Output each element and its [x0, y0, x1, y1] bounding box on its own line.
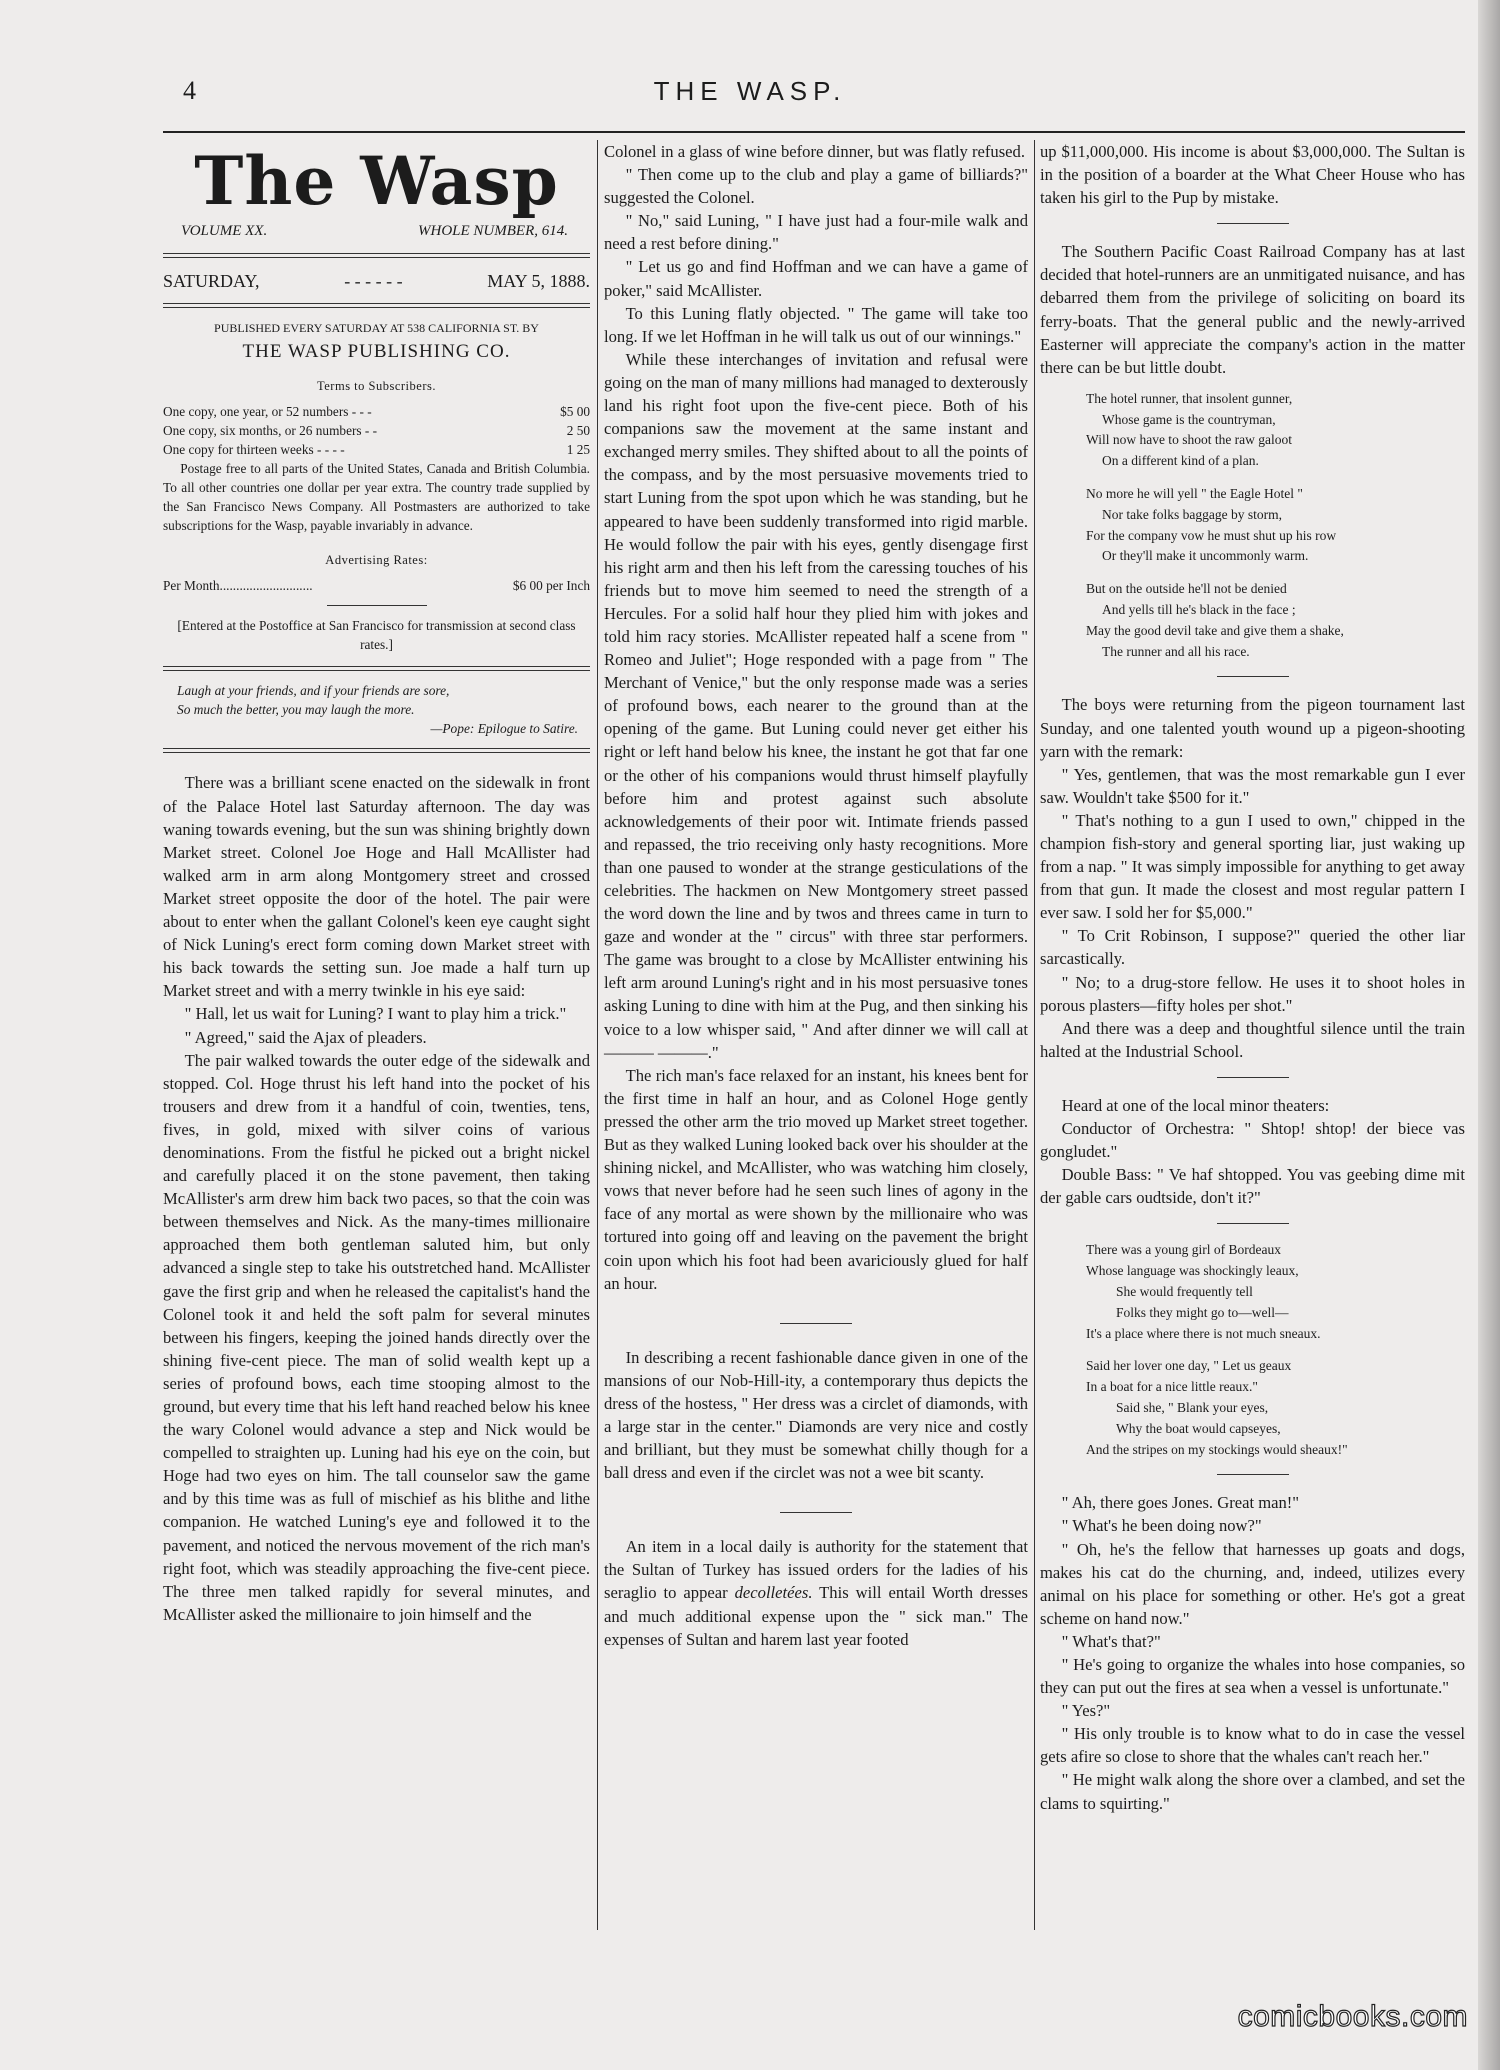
- article-paragraph: Double Bass: " Ve haf shtopped. You vas geebing dime mit der gable cars oudtside, don't it?": [1040, 1165, 1465, 1208]
- article-paragraph: The pair walked towards the outer edge of the sidewalk and stopped. Col. Hoge thrust his left hand into the pocket of his trousers and drew from it a handful of coin, twenties, tens, fives, in gold, mixed with silver coins of various denominations. From the fistful he picked out a bright nickel and carefully placed it on the stone pavement, then taking McAllister's arm drew him back two paces, so that the coin was between themselves and Nick. As the many-times millionaire approached them both gentleman saluted him, but only advanced a single step to take his outstretched hand. McAllister gave the first grip and when he released the capitalist's hand the Colonel took it and held the soft palm for several minutes between his fingers, keeping the joined hands directly over the shining five-cent piece. The man of solid wealth kept up a series of profound bows, each time stooping almost to the ground, but every time that his left hand reached below his knee the wary Colonel would advance a step and Nick would be compelled to straighten up. Luning had his eye on the coin, but Hoge had two eyes on him. The tall counselor saw the game and by this time was as full of mischief as his blithe and lithe companion. He watched Luning's eye and followed it to the pavement, and noticed the nervous movement of the rich man's right foot, which was steadily approaching the five-cent piece. The three men talked rapidly for several minutes, and McAllister asked the millionaire to join himself and the: [163, 1050, 590, 1624]
- poem-stanza: [1086, 389, 1465, 472]
- poem-bordeaux: [1086, 1240, 1465, 1460]
- postage-notice: Postage free to all parts of the United States, Canada and British Columbia. To all other countries one dollar per year extra. The country trade supplied by the San Francisco News Company. All Postmasters are authorized to take subscriptions for the Wasp, payable invariably in advance.: [163, 461, 590, 534]
- article-paragraph: To this Luning flatly objected. " The game will take too long. If we let Hoffman in he will talk us out of our winnings.": [604, 303, 1028, 346]
- poem-line: The runner and all his race.: [1102, 643, 1250, 659]
- page-edge-shadow: [1478, 0, 1500, 2070]
- article-paragraph: The boys were returning from the pigeon tournament last Sunday, and one talented youth wound up a pigeon-shooting yarn with the remark:: [1040, 695, 1465, 761]
- terms-row: [163, 402, 590, 421]
- article-paragraph: " That's nothing to a gun I used to own," chipped in the champion fish-story and general sporting liar, just waking up from a nap. " It was simply impossible for anything to get away from that gun. It made the closest and most regular pattern I ever saw. I sold her for $5,000.": [1040, 810, 1465, 923]
- terms-label: One copy for thirteen weeks - - - -: [163, 442, 345, 458]
- article-paragraph: " Agreed," said the Ajax of pleaders.: [184, 1027, 427, 1047]
- terms-row: [163, 421, 590, 440]
- poem-stanza: [1086, 1356, 1465, 1460]
- volume-label: VOLUME XX.: [181, 223, 268, 239]
- article-paragraph: " What's he been doing now?": [1061, 1516, 1262, 1536]
- article-paragraph: " He's going to organize the whales into hose companies, so they can put out the fires at sea when a vessel is unfortunate.": [1040, 1655, 1465, 1698]
- terms-price: 2 50: [566, 423, 590, 439]
- section-rule: [1217, 1077, 1289, 1078]
- article-paragraph: Colonel in a glass of wine before dinner, but was flatly refused.: [604, 142, 1025, 161]
- article-paragraph: " Hall, let us wait for Luning? I want to play him a trick.": [184, 1004, 567, 1024]
- section-rule: [1217, 676, 1289, 677]
- section-rule: [1217, 1223, 1289, 1224]
- rule: [163, 253, 590, 258]
- column-1: [163, 140, 590, 1626]
- article-paragraph: The Southern Pacific Coast Railroad Company has at last decided that hotel-runners are an unmitigated nuisance, and has debarred them from the privilege of soliciting on board its ferry-boats. That the general public and the newly-arrived Easterner will appreciate the company's action in the matter there can be but little doubt.: [1040, 242, 1465, 377]
- article-paragraph: " Yes, gentlemen, that was the most remarkable gun I ever saw. Wouldn't take $500 for it.": [1040, 764, 1465, 807]
- terms-label: One copy, six months, or 26 numbers - -: [163, 423, 378, 439]
- article-paragraph: The rich man's face relaxed for an instant, his knees bent for the first time in half an hour, and as Colonel Hoge gently pressed the other arm the trio moved up Market street together. But as they walked Luning looked back over his shoulder at the shining nickel, and McAllister, who was watching him closely, vows that never before had he seen such lines of agony in the face of any mortal as were shown by the millionaire who was tortured into going off and leaving on the pavement the bright coin upon which his foot had been avariciously glued for half an hour.: [604, 1065, 1028, 1293]
- column-3: [1040, 140, 1465, 1815]
- page-number: 4: [183, 76, 196, 105]
- terms-price: 1 25: [566, 442, 590, 458]
- article-paragraph: There was a brilliant scene enacted on the sidewalk in front of the Palace Hotel last Saturday afternoon. The day was waning towards evening, but the sun was shining brightly down Market street. Colonel Joe Hoge and Hall McAllister had walked arm in arm along Montgomery street and crossed Market street opposite the door of the hotel. The pair were about to enter when the gallant Colonel's keen eye caught sight of Nick Luning's erect form coming down Market street with his back towards the setting sun. Joe made a half turn up Market street and with a merry twinkle in his eye said:: [163, 773, 590, 1001]
- rule: [163, 748, 590, 753]
- article-paragraph: And there was a deep and thoughtful silence until the train halted at the Industrial School.: [1040, 1018, 1465, 1061]
- article-paragraph: " He might walk along the shore over a clambed, and set the clams to squirting.": [1040, 1770, 1465, 1813]
- column-divider-2: [1034, 140, 1035, 1930]
- article-paragraph: While these interchanges of invitation and refusal were going on the man of many millions had managed to dexterously land his right foot upon the five-cent piece. Both of his companions saw the movement at the same instant and exchanged merry smiles. They shifted about to all the points of the compass, and by the most persuasive movements tried to start Luning from the spot upon which he was standing, but he appeared to have been suddenly transformed into rigid marble. He would follow the pair with his eyes, gently disengage first his right arm and then his left from the caressing touches of his friends but to move him seemed to need the strength of a Hercules. For a solid half hour they plied him with jokes and told him racy stories. McAllister repeated half a scene from " Romeo and Juliet"; Hoge responded with a page from " The Merchant of Venice," but the only response made was a series of profound bows, each nearer to the ground than at the opening of the game. But Luning could never get either his right or left hand below his knee, the instant he got that far one or the other of his companions would thrust himself playfully before him and protest against such absolute acknowledgements of their poor wit. Intimate friends passed and repassed, the trio receiving only hasty recognitions. More than one paused to wonder at the strange gesticulations of the celebrities. The hackmen on New Montgomery street passed the word down the line and by twos and threes came in turn to gaze and wonder at the " circus" with three star performers. The game was brought to a close by McAllister entwining his left arm around Luning's right and in his most persuasive tones asking Luning to dine with him at the Pug, and then sinking his voice to a low whisper said, " And after dinner we will call at ——— ———.": [604, 349, 1028, 1062]
- poem-line: The hotel runner, that insolent gunner,: [1086, 390, 1293, 406]
- terms-heading: Terms to Subscribers.: [317, 379, 436, 394]
- whole-number-label: WHOLE NUMBER, 614.: [418, 223, 568, 239]
- text-span: An item in a local daily is authority for the statement that the Sultan of Turkey has issued orders for the ladies of his seraglio to appear: [604, 1537, 1028, 1603]
- entered-notice: [Entered at the Postoffice at San Francisco for transmission at second class rates.]: [177, 618, 576, 653]
- poem-line: For the company vow he must shut up his row: [1086, 527, 1337, 543]
- article-paragraph: " No; to a drug-store fellow. He uses it to shoot holes in porous plasters—fifty holes per shot.": [1040, 972, 1465, 1015]
- article-paragraph: [604, 1535, 1028, 1650]
- terms-price: $5 00: [560, 404, 590, 420]
- poem-line: Or they'll make it uncommonly warm.: [1102, 548, 1309, 564]
- advertising-heading: Advertising Rates:: [325, 553, 428, 568]
- poem-line: No more he will yell " the Eagle Hotel ": [1086, 486, 1303, 502]
- poem-line: Whose game is the countryman,: [1102, 411, 1276, 427]
- column-divider-1: [597, 140, 598, 1930]
- poem-line: In a boat for a nice little reaux.": [1086, 1379, 1258, 1395]
- advertising-row: [163, 576, 590, 595]
- poem-line: It's a place where there is not much sneaux.: [1086, 1325, 1321, 1341]
- motto-line: Laugh at your friends, and if your friends are sore,: [177, 683, 450, 699]
- poem-line: Why the boat would capseyes,: [1116, 1420, 1281, 1436]
- poem-line: And the stripes on my stockings would sheaux!": [1086, 1441, 1348, 1457]
- poem-line: Whose language was shockingly leaux,: [1086, 1263, 1299, 1279]
- short-rule: [327, 605, 427, 606]
- poem-line: But on the outside he'll not be denied: [1086, 581, 1287, 597]
- poem-stanza: [1086, 1240, 1465, 1344]
- rule: [163, 666, 590, 671]
- motto-line: So much the better, you may laugh the more.: [177, 702, 415, 718]
- section-rule: [1217, 223, 1289, 224]
- article-paragraph: " Let us go and find Hoffman and we can have a game of poker," said McAllister.: [604, 257, 1028, 300]
- article-paragraph: " To Crit Robinson, I suppose?" queried the other liar sarcastically.: [1040, 926, 1465, 969]
- issue-day: SATURDAY,: [163, 271, 260, 292]
- article-paragraph: " His only trouble is to know what to do in case the vessel gets afire so close to shore that the whales can't reach her.": [1040, 1724, 1465, 1767]
- issue-date: MAY 5, 1888.: [487, 271, 590, 292]
- poem-runner: [1086, 389, 1465, 663]
- poem-line: And yells till he's black in the face ;: [1102, 602, 1296, 618]
- article-paragraph: Conductor of Orchestra: " Shtop! shtop! der biece vas gongludet.": [1040, 1119, 1465, 1162]
- article-paragraph: " What's that?": [1061, 1631, 1161, 1651]
- rule: [163, 303, 590, 308]
- poem-line: On a different kind of a plan.: [1102, 453, 1259, 469]
- article-paragraph: " Ah, there goes Jones. Great man!": [1061, 1493, 1300, 1513]
- section-rule: [780, 1323, 852, 1324]
- date-row: [163, 264, 590, 297]
- terms-label: One copy, one year, or 52 numbers - - -: [163, 404, 372, 420]
- poem-line: May the good devil take and give them a shake,: [1086, 622, 1344, 638]
- poem-stanza: [1086, 484, 1465, 567]
- text-span: This will entail Worth dresses and much additional expense upon the " sick man." The expenses of Sultan and harem last year footed: [604, 1583, 1028, 1649]
- article-paragraph: up $11,000,000. His income is about $3,000,000. The Sultan is in the position of a boarder at the What Cheer House who has taken his girl to the Pup by mistake.: [1040, 142, 1465, 208]
- section-rule: [780, 1512, 852, 1513]
- poem-line: Nor take folks baggage by storm,: [1102, 506, 1282, 522]
- masthead-title: The Wasp: [194, 142, 559, 220]
- article-paragraph: " No," said Luning, " I have just had a four-mile walk and need a rest before dining.": [604, 211, 1028, 254]
- article-paragraph: " Then come up to the club and play a game of billiards?" suggested the Colonel.: [604, 165, 1028, 208]
- section-rule: [1217, 1474, 1289, 1475]
- poem-line: Said she, " Blank your eyes,: [1116, 1399, 1269, 1415]
- motto-source: —Pope: Epilogue to Satire.: [430, 721, 578, 737]
- poem-line: Folks they might go to—well—: [1116, 1304, 1289, 1320]
- article-paragraph: In describing a recent fashionable dance given in one of the mansions of our Nob-Hill-ity, a contemporary thus depicts the dress of the hostess, " Her dress was a circlet of diamonds, with a large star in the center." Diamonds are very nice and costly and brilliant, but they must be somewhat chilly though for a ball dress and even if the circlet was not a wee bit scanty.: [604, 1347, 1028, 1483]
- article-paragraph: " Oh, he's the fellow that harnesses up goats and dogs, makes his cat do the churning, and, indeed, utilizes every animal on his place for something or other. He's got a great scheme on hand now.": [1040, 1539, 1465, 1628]
- italic-word: decolletées.: [734, 1583, 813, 1603]
- date-dashes: - - - - - -: [344, 271, 403, 292]
- poem-line: She would frequently tell: [1116, 1283, 1253, 1299]
- running-title: THE WASP.: [653, 76, 847, 106]
- publisher-name: THE WASP PUBLISHING CO.: [242, 341, 511, 363]
- advertising-label: Per Month............................: [163, 578, 313, 594]
- watermark: comicbooks.com: [1237, 2000, 1468, 2033]
- published-line: PUBLISHED EVERY SATURDAY AT 538 CALIFORNIA ST. BY: [214, 321, 539, 336]
- column-2: [604, 140, 1028, 1651]
- poem-line: Said her lover one day, " Let us geaux: [1086, 1358, 1292, 1374]
- poem-line: Will now have to shoot the raw galoot: [1086, 432, 1293, 448]
- terms-row: [163, 440, 590, 459]
- advertising-price: $6 00 per Inch: [512, 578, 590, 594]
- volume-row: [163, 220, 590, 243]
- motto: [163, 681, 590, 738]
- article-paragraph: " Yes?": [1061, 1701, 1111, 1721]
- poem-line: There was a young girl of Bordeaux: [1086, 1242, 1281, 1258]
- top-rule: [163, 131, 1465, 133]
- article-paragraph: Heard at one of the local minor theaters:: [1061, 1095, 1330, 1115]
- terms-list: [163, 402, 590, 535]
- poem-stanza: [1086, 579, 1465, 662]
